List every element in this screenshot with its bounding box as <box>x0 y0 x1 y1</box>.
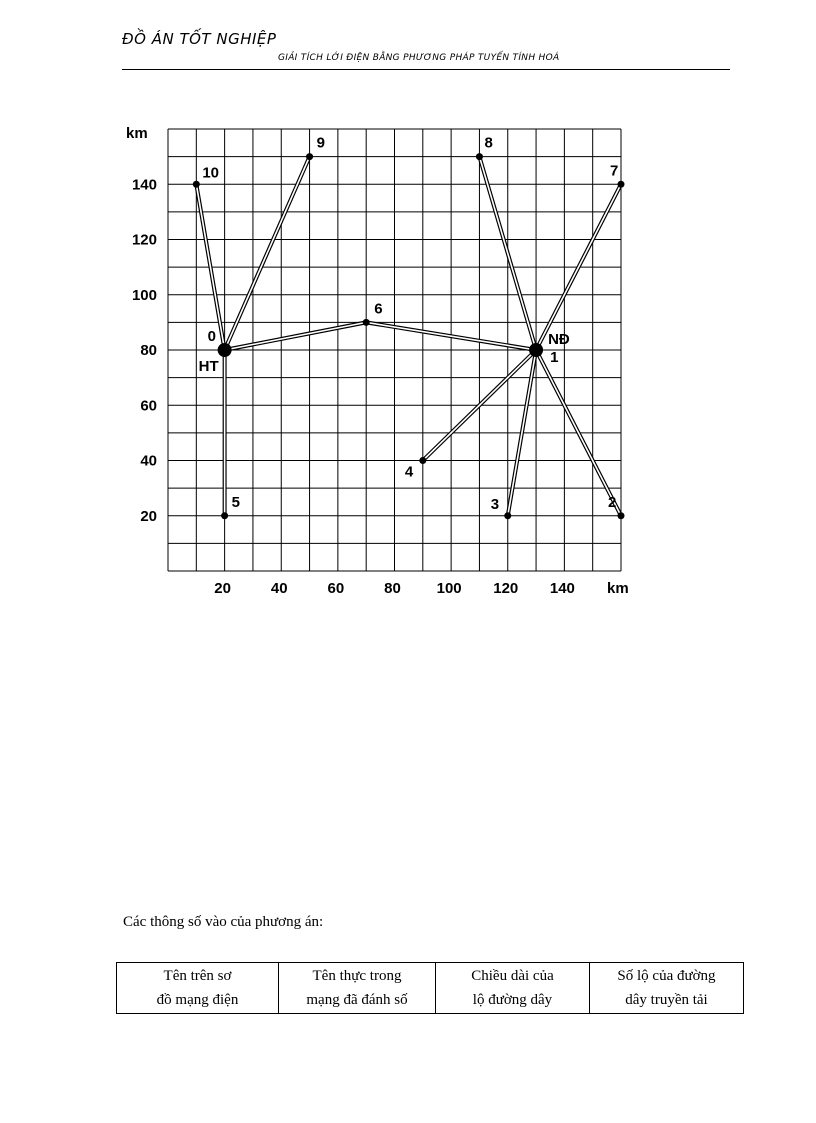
parameters-table <box>116 962 744 1014</box>
x-tick-label: 140 <box>549 580 575 597</box>
y-axis-label: km <box>126 125 148 142</box>
header-line: Số lộ của đường <box>617 968 716 984</box>
node-label: 0 <box>207 328 216 345</box>
y-tick-label: 60 <box>140 397 157 415</box>
transmission-line-inner <box>225 157 310 350</box>
load-node <box>476 153 483 160</box>
document-header-title: ĐỒ ÁN TỐT NGHIỆP <box>122 30 277 48</box>
y-tick-label: 40 <box>140 452 157 470</box>
header-line: dây truyền tải <box>625 992 708 1008</box>
load-node <box>193 181 200 188</box>
y-tick-label: 120 <box>131 231 157 249</box>
load-node <box>306 153 313 160</box>
node-label: 6 <box>374 300 383 318</box>
y-tick-label: 80 <box>140 342 157 359</box>
x-tick-label: 120 <box>493 580 519 597</box>
document-header-subtitle: GIẢI TÍCH LỚI ĐIỆN BẰNG PHƯƠNG PHÁP TUYẾN TÍNH HOÁ <box>278 53 560 63</box>
header-line: Tên trên sơ <box>163 968 232 984</box>
load-node <box>504 512 511 519</box>
parameters-intro-text: Các thông số vào của phương án: <box>123 914 324 930</box>
header-line: Tên thực trong <box>312 968 402 984</box>
x-tick-label: 20 <box>214 580 231 597</box>
y-tick-label: 100 <box>131 286 157 304</box>
x-tick-label: 40 <box>270 580 288 597</box>
load-node <box>419 457 426 464</box>
transmission-line-inner <box>225 322 367 350</box>
station-node <box>529 343 543 357</box>
node-label: 9 <box>316 134 325 152</box>
x-tick-label: 80 <box>384 580 401 597</box>
station-label: NĐ <box>548 331 570 348</box>
table-header-cell <box>436 963 590 1014</box>
header-line: đồ mạng điện <box>156 992 239 1008</box>
y-tick-label: 140 <box>131 176 157 194</box>
table-header-cell <box>117 963 279 1014</box>
x-tick-label: 100 <box>436 580 462 597</box>
table-header-cell <box>590 963 744 1014</box>
x-tick-label: 60 <box>327 580 345 597</box>
station-label: HT <box>198 358 219 375</box>
load-node <box>618 512 625 519</box>
node-label: 4 <box>404 463 414 481</box>
header-line: mạng đã đánh số <box>306 992 408 1008</box>
x-axis-label: km <box>607 580 629 597</box>
header-line: Chiều dài của <box>471 968 554 984</box>
node-label: 2 <box>608 493 617 511</box>
node-label: 1 <box>550 349 559 366</box>
node-label: 8 <box>484 134 493 152</box>
load-node <box>363 319 370 326</box>
node-label: 5 <box>231 493 240 511</box>
table-header-row <box>117 963 744 1014</box>
table-header-cell <box>279 963 436 1014</box>
node-label: 10 <box>202 164 219 182</box>
station-node <box>218 343 232 357</box>
y-tick-label: 20 <box>140 507 157 525</box>
load-node <box>221 512 228 519</box>
node-label: 3 <box>490 495 500 513</box>
load-node <box>618 181 625 188</box>
header-line: lộ đường dây <box>472 992 553 1008</box>
node-label: 7 <box>610 162 619 180</box>
